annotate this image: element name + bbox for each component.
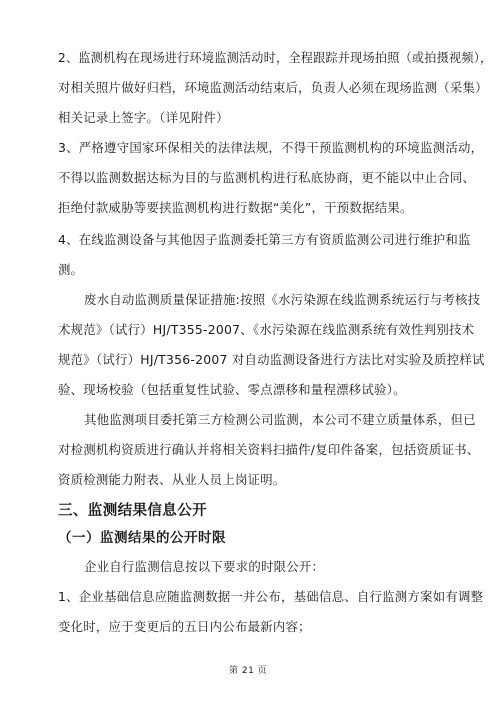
paragraph-item3-line3: 拒绝付款威胁等要挟监测机构进行数据“美化”，干预数据结果。	[58, 200, 413, 215]
paragraph-qa-line2: 术规范》（试行）HJ/T355-2007、《水污染源在线监测系统有效性判别技术	[58, 322, 475, 337]
paragraph-item4-line1: 4、在线监测设备与其他因子监测委托第三方有资质监测公司进行维护和监	[58, 232, 471, 247]
paragraph-qa-line3: 规范》（试行）HJ/T356-2007 对自动监测设备进行方法比对实验及质控样试	[58, 352, 485, 367]
paragraph-item1-line2: 变化时，应于变更后的五日内公布最新内容；	[58, 619, 311, 634]
paragraph-item3-line1: 3、严格遵守国家环保相关的法律法规，不得干预监测机构的环境监测活动，	[58, 140, 484, 155]
paragraph-other-line3: 资质检测能力附表、从业人员上岗证明。	[58, 472, 286, 487]
paragraph-intro: 企业自行监测信息按以下要求的时限公开：	[84, 559, 325, 574]
paragraph-item2-line3: 相关记录上签字。（详见附件）	[58, 110, 229, 125]
section-heading: 三、监测结果信息公开	[58, 503, 207, 519]
paragraph-other-line2: 对检测机构资质进行确认并将相关资料扫描件/复印件备案，包括资质证书、	[58, 442, 480, 457]
paragraph-qa-line1: 废水自动监测质量保证措施:按照《水污染源在线监测系统运行与考核技	[84, 292, 481, 307]
paragraph-item2-line1: 2、监测机构在现场进行环境监测活动时，全程跟踪并现场拍照（或拍摄视频），	[58, 50, 493, 65]
paragraph-item1-line1: 1、企业基础信息应随监测数据一并公布，基础信息、自行监测方案如有调整	[58, 589, 484, 604]
paragraph-item3-line2: 不得以监测数据达标为目的与监测机构进行私底协商，更不能以中止合同、	[58, 170, 476, 185]
paragraph-item4-line2: 测。	[58, 262, 84, 277]
page-number: 第 21 页	[229, 666, 268, 676]
subsection-heading: （一）监测结果的公开时限	[58, 530, 226, 546]
paragraph-other-line1: 其他监测项目委托第三方检测公司监测，本公司不建立质量体系，但已	[84, 412, 476, 427]
paragraph-item2-line2: 对相关照片做好归档，环境监测活动结束后，负责人必须在现场监测（采集）	[58, 80, 488, 95]
paragraph-qa-line4: 验、现场校验（包括重复性试验、零点漂移和量程漂移试验）。	[58, 382, 406, 397]
